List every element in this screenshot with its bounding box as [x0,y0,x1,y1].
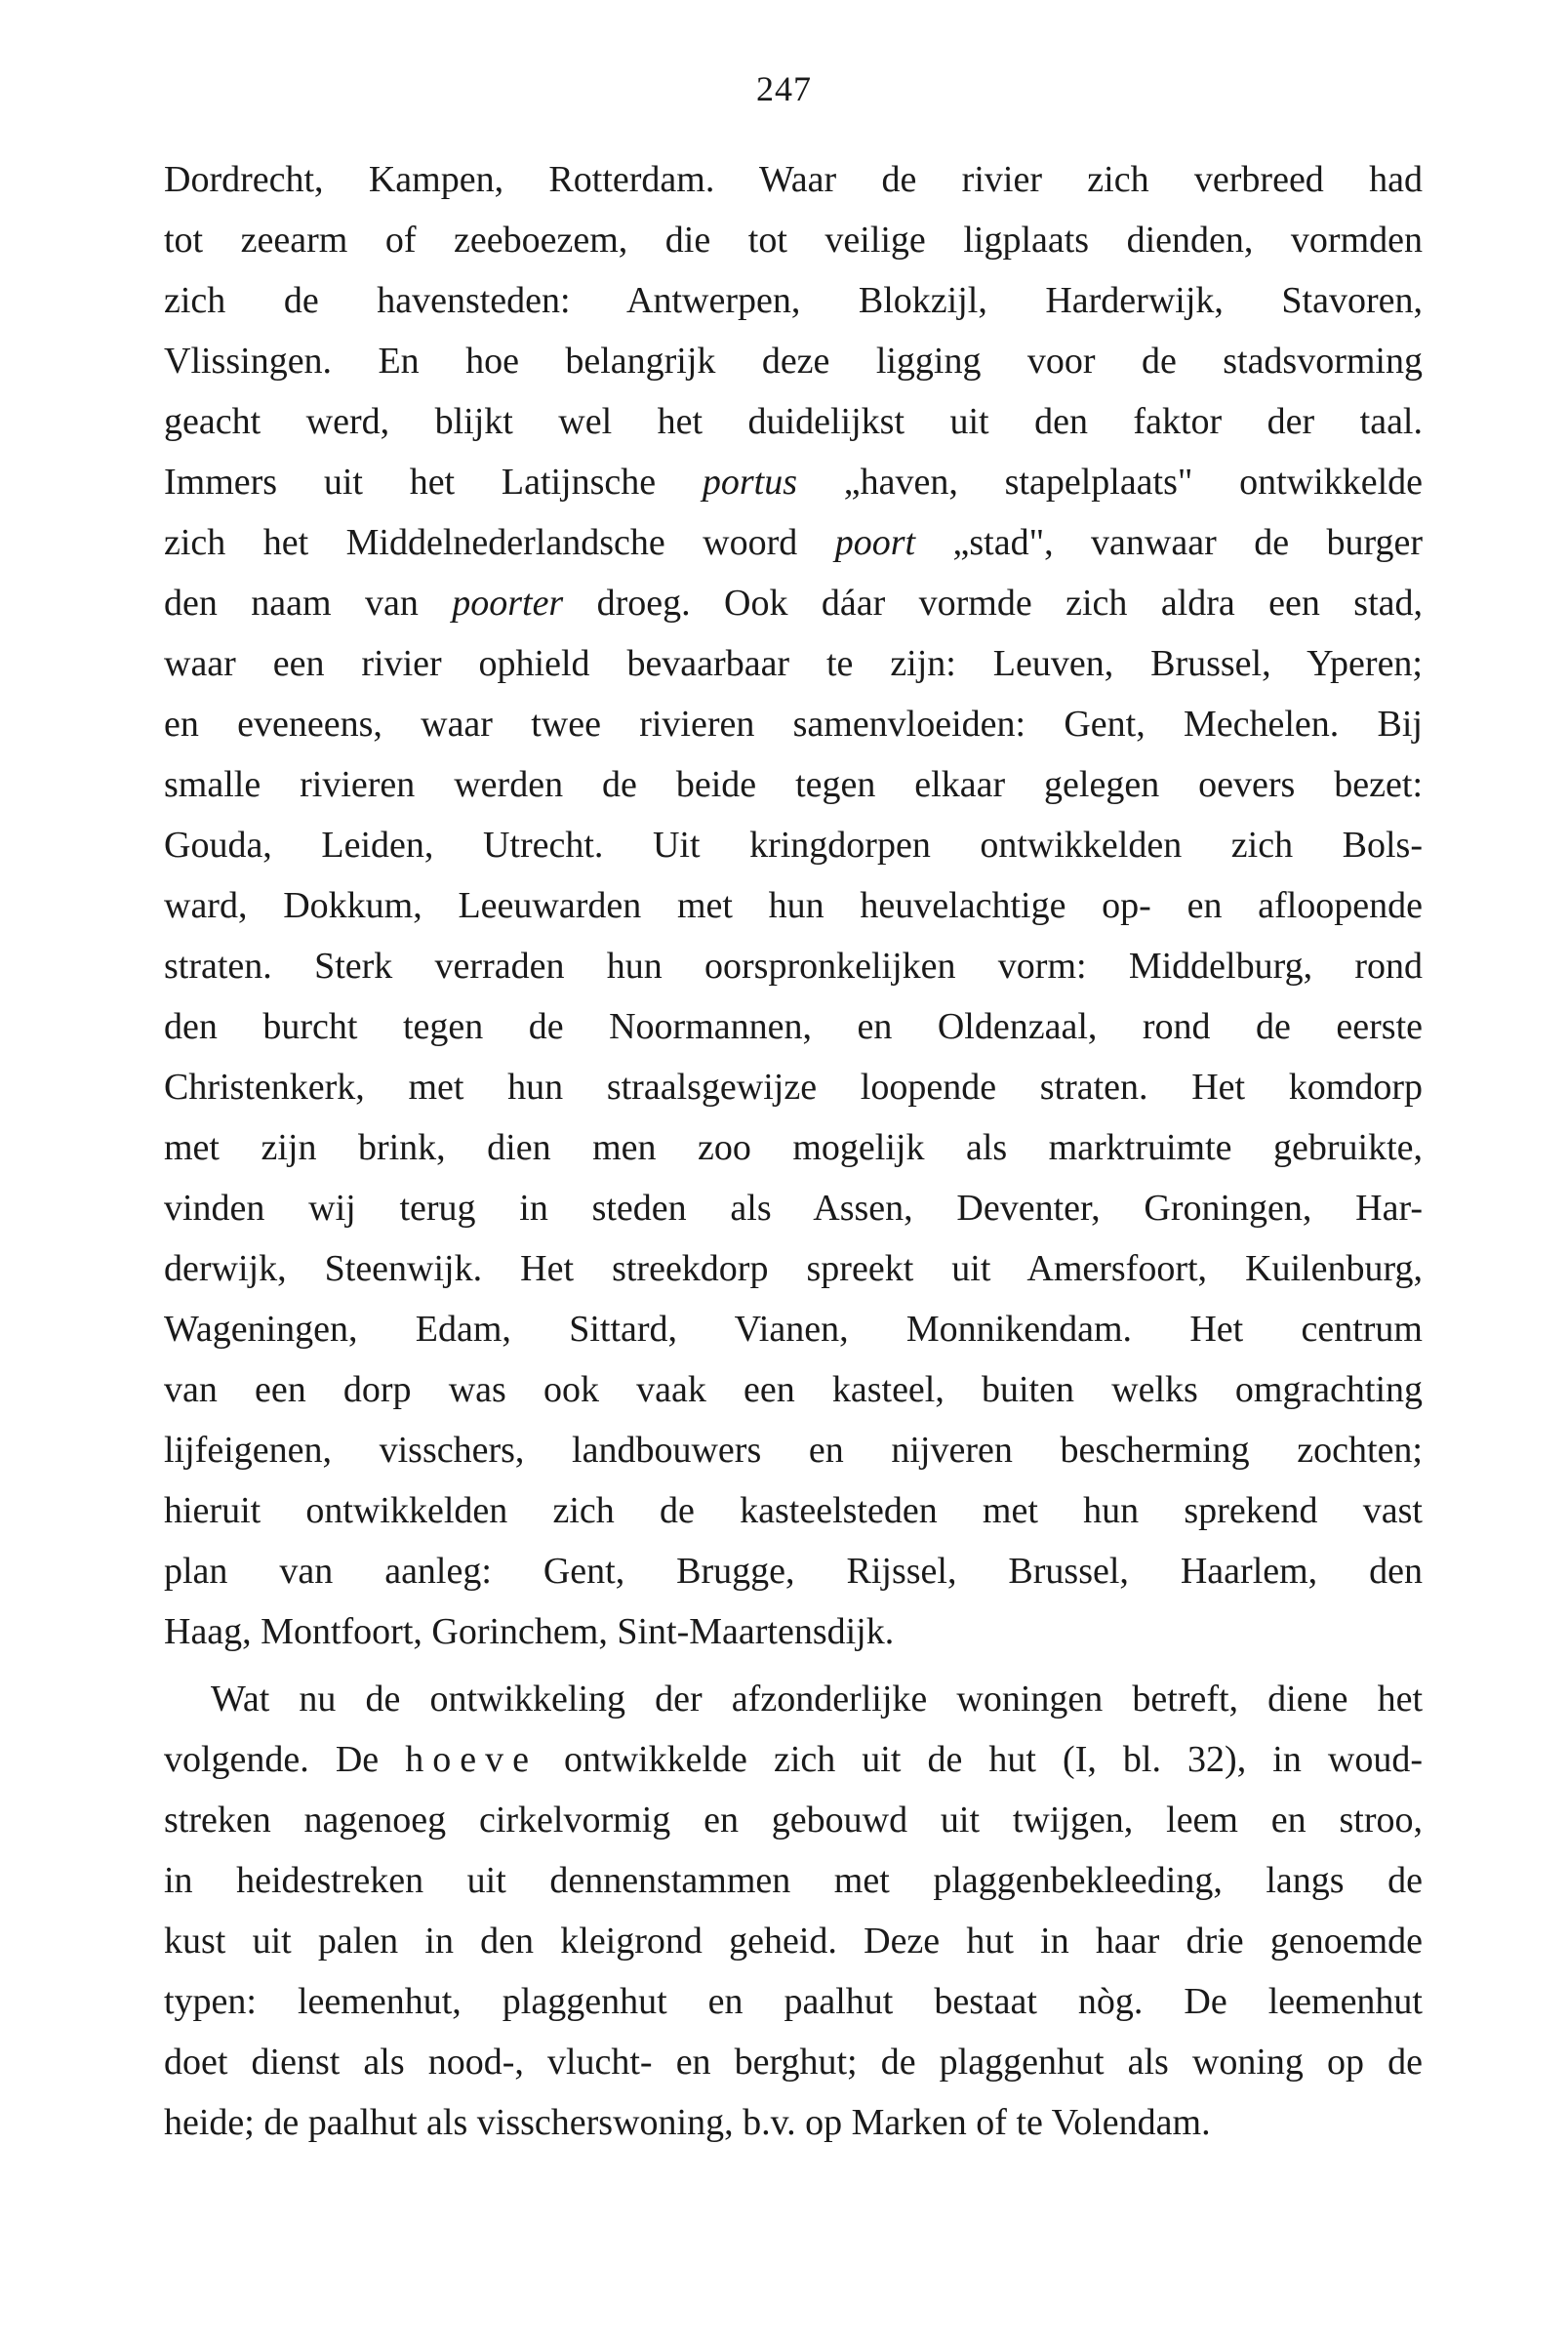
text-line [164,1971,1423,2032]
text-segment: Vlissingen. En hoe belangrijk deze ligging voor de stadsvorming [164,341,1423,382]
text-line [164,1601,1423,1662]
text-segment: in heidestreken uit dennenstammen met plaggenbekleeding, langs de [164,1860,1423,1901]
text-line [164,936,1423,996]
text-segment: „stad", vanwaar de burger [915,522,1423,563]
text-line [164,1420,1423,1480]
text-segment: hieruit ontwikkelden zich de kasteelsteden met hun sprekend vast [164,1490,1423,1531]
text-segment: van een dorp was ook vaak een kasteel, buiten welks omgrachting [164,1369,1423,1410]
text-segment: ontwikkelde zich uit de hut (I, bl. 32), in woud- [537,1739,1423,1780]
text-line [164,1299,1423,1359]
text-line [164,149,1423,210]
text-line [164,1359,1423,1420]
text-segment: Haag, Montfoort, Gorinchem, Sint-Maartensdijk. [164,1611,895,1652]
text-segment: Wageningen, Edam, Sittard, Vianen, Monnikendam. Het centrum [164,1309,1423,1350]
text-segment: vinden wij terug in steden als Assen, Deventer, Groningen, Har- [164,1188,1423,1229]
paragraph-1 [164,149,1423,1662]
text-line [164,754,1423,815]
paragraph-2 [164,1669,1423,2153]
text-line [164,1480,1423,1541]
text-segment: ward, Dokkum, Leeuwarden met hun heuvelachtige op- en afloopende [164,885,1423,926]
text-segment: waar een rivier ophield bevaarbaar te zijn: Leuven, Brussel, Yperen; [164,643,1423,684]
text-segment: met zijn brink, dien men zoo mogelijk als marktruimte gebruikte, [164,1127,1423,1168]
text-line [164,1669,1423,1729]
text-line [164,2092,1423,2153]
italic-term: portus [702,462,798,503]
text-segment: volgende. De [164,1739,406,1780]
text-segment: „haven, stapelplaats" ontwikkelde [797,462,1424,503]
text-segment: droeg. Ook dáar vormde zich aldra een stad, [563,583,1423,624]
text-line [164,452,1423,512]
text-segment: Christenkerk, met hun straalsgewijze loopende straten. Het komdorp [164,1067,1423,1108]
text-segment: lijfeigenen, visschers, landbouwers en nijveren bescherming zochten; [164,1430,1423,1471]
text-line [164,815,1423,875]
text-segment: heide; de paalhut als visscherswoning, b.v. op Marken of te Volendam. [164,2102,1211,2143]
page-number: 247 [756,69,812,108]
text-line [164,512,1423,573]
text-segment: streken nagenoeg cirkelvormig en gebouwd uit twijgen, leem en stroo, [164,1800,1423,1841]
text-segment: derwijk, Steenwijk. Het streekdorp spreekt uit Amersfoort, Kuilenburg, [164,1248,1423,1289]
text-segment: doet dienst als nood-, vlucht- en berghut; de plaggenhut als woning op de [164,2042,1423,2083]
text-line [164,1117,1423,1178]
text-segment: Dordrecht, Kampen, Rotterdam. Waar de rivier zich verbreed had [164,159,1423,200]
text-line [164,1911,1423,1971]
text-line [164,331,1423,391]
text-segment: Immers uit het Latijnsche [164,462,703,503]
text-segment: Gouda, Leiden, Utrecht. Uit kringdorpen ontwikkelden zich Bols- [164,825,1423,866]
text-line [164,694,1423,754]
text-line [164,1541,1423,1601]
text-line [164,391,1423,452]
text-line [164,1057,1423,1117]
text-segment: en eveneens, waar twee rivieren samenvloeiden: Gent, Mechelen. Bij [164,704,1423,745]
text-line [164,1178,1423,1238]
text-line [164,270,1423,331]
text-segment: straten. Sterk verraden hun oorspronkelijken vorm: Middelburg, rond [164,946,1423,987]
text-segment: den burcht tegen de Noormannen, en Oldenzaal, rond de eerste [164,1006,1423,1047]
text-line [164,1729,1423,1790]
spaced-term: hoeve [405,1739,538,1780]
text-segment: typen: leemenhut, plaggenhut en paalhut bestaat nòg. De leemenhut [164,1981,1423,2022]
text-segment: tot zeearm of zeeboezem, die tot veilige ligplaats dienden, vormden [164,220,1423,261]
text-line [164,633,1423,694]
text-segment: zich het Middelnederlandsche woord [164,522,835,563]
text-line [164,210,1423,270]
text-line [164,875,1423,936]
text-line [164,1238,1423,1299]
text-line [164,1850,1423,1911]
text-segment: geacht werd, blijkt wel het duidelijkst uit den faktor der taal. [164,401,1423,442]
italic-term: poort [834,522,916,563]
text-segment: kust uit palen in den kleigrond geheid. Deze hut in haar drie genoemde [164,1921,1423,1962]
text-segment: Wat nu de ontwikkeling der afzonderlijke woningen betreft, diene het [211,1679,1423,1720]
text-line [164,1790,1423,1850]
text-segment: smalle rivieren werden de beide tegen elkaar gelegen oevers bezet: [164,764,1423,805]
text-segment: zich de havensteden: Antwerpen, Blokzijl, Harderwijk, Stavoren, [164,280,1423,321]
text-segment: plan van aanleg: Gent, Brugge, Rijssel, Brussel, Haarlem, den [164,1551,1423,1592]
text-line [164,996,1423,1057]
text-segment: den naam van [164,583,453,624]
italic-term: poorter [452,583,564,624]
text-line [164,573,1423,633]
text-line [164,2032,1423,2092]
